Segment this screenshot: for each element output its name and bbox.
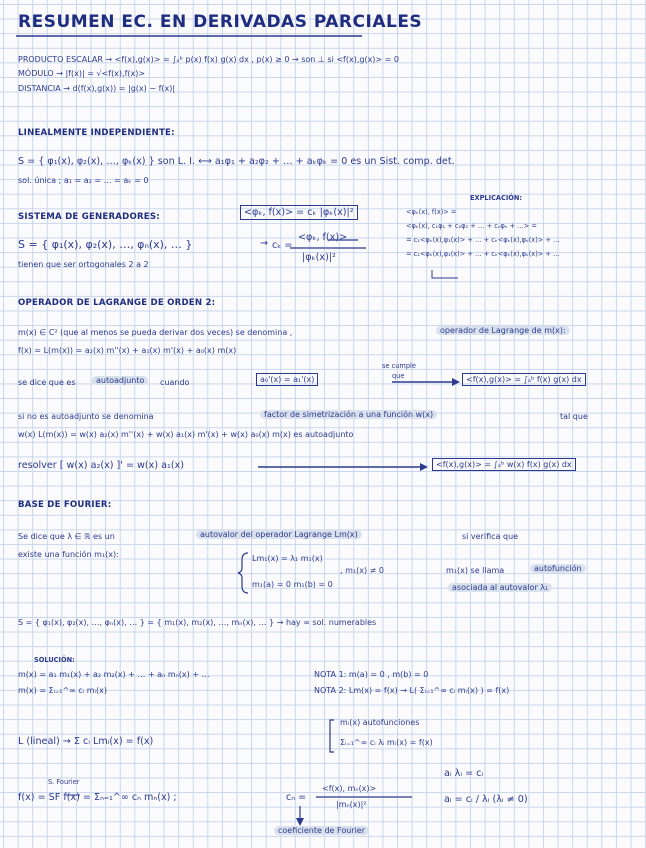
- symmetrized-result-box: <f(x),g(x)> = ∫ₐᵇ w(x) f(x) g(x) dx: [432, 458, 576, 471]
- explicacion-label: EXPLICACIÓN:: [470, 194, 523, 202]
- ck-arrow: →: [260, 238, 269, 249]
- lin-line-1: S = { φ₁(x), φ₂(x), …, φₖ(x) } son L. I. ⟷ a₁φ₁ + a₂φ₂ + … + aₖφₖ = 0 es un Sist. comp. det.: [18, 156, 455, 167]
- arrow-icon: [296, 818, 304, 826]
- producto-escalar: PRODUCTO ESCALAR → <f(x),g(x)> = ∫ₐᵇ p(x) f(x) g(x) dx , p(x) ≥ 0 → son ⊥ si <f(x),g(x)> = 0: [18, 55, 400, 64]
- ck-lhs: cₖ =: [272, 240, 293, 251]
- autovalor-highlight: autovalor del operador Lagrange Lm(x): [196, 530, 362, 539]
- se-cumple-label: se cumple: [382, 362, 416, 370]
- cn-denominator: |mₙ(x)|²: [336, 800, 367, 809]
- autofuncion-highlight: autofunción: [530, 564, 586, 573]
- return-arrow-icon: [432, 270, 458, 278]
- lag-line-4a: si no es autoadjunto se denomina: [18, 412, 154, 421]
- solucion-heading: SOLUCIÓN:: [34, 656, 75, 664]
- fourier-system-2: m₁(a) = 0 m₁(b) = 0: [252, 580, 333, 589]
- fourier-line-1b: si verifica que: [462, 532, 519, 541]
- autovalor-asociado-highlight: asociada al autovalor λ₁: [448, 583, 552, 592]
- bracket-icon: [330, 720, 334, 752]
- modulo: MÓDULO → |f(x)| = √<f(x),f(x)>: [18, 69, 146, 78]
- brace-icon: [238, 553, 248, 593]
- lag-line-5: w(x) L(m(x)) = w(x) a₂(x) m''(x) + w(x) a₁(x) m'(x) + w(x) a₀(x) m(x) es autoadjunto: [18, 430, 354, 439]
- explicacion-line-3: = c₁<φₖ(x),φ₁(x)> + … + cₖ<φₖ(x),φₖ(x)> + …: [406, 236, 560, 244]
- autofunciones-sum: Σᵢ₌₁^∞ cᵢ λᵢ mᵢ(x) = f(x): [340, 738, 433, 747]
- lag-line-2: f(x) = L(m(x)) = a₂(x) m''(x) + a₁(x) m'(x) + a₀(x) m(x): [18, 346, 237, 355]
- arrow-icon: [452, 378, 460, 386]
- coef-relation-1: aᵢ λᵢ = cᵢ: [444, 768, 484, 779]
- explicacion-line-4: = c₁<φₖ(x),φ₁(x)> + … + cₖ<φₖ(x),φₖ(x)> + …: [406, 250, 560, 258]
- arrow-icon: [420, 463, 428, 471]
- ck-numerator: <φₖ, f(x)>: [298, 232, 348, 243]
- lin-line-2: sol. única ; a₁ = a₂ = … = aₖ = 0: [18, 176, 149, 185]
- fourier-line-1a: Se dice que λ ∈ ℝ es un: [18, 532, 115, 541]
- fourier-line-2: existe una función m₁(x):: [18, 550, 119, 559]
- fourier-nonzero: , m₁(x) ≠ 0: [340, 566, 384, 575]
- coeficiente-fourier-highlight: coeficiente de Fourier: [274, 826, 369, 835]
- generator-box: <φₖ, f(x)> = cₖ |φₖ(x)|²: [240, 205, 358, 220]
- distancia: DISTANCIA → d(f(x),g(x)) = |g(x) − f(x)|: [18, 84, 176, 93]
- autofunciones-note: mᵢ(x) autofunciones: [340, 718, 420, 727]
- section-heading-fourier: BASE DE FOURIER:: [18, 500, 112, 510]
- lag-line-1-highlight: operador de Lagrange de m(x):: [436, 326, 570, 335]
- lag-line-3b: cuando: [160, 378, 190, 387]
- generator-note: tienen que ser ortogonales 2 a 2: [18, 260, 149, 269]
- serie-fourier-label: S. Fourier: [48, 778, 80, 786]
- autoadjunto-highlight: autoadjunto: [92, 376, 148, 385]
- que-label: que: [392, 372, 405, 380]
- linear-operator-line: L (lineal) → Σ cᵢ Lmᵢ(x) = f(x): [18, 736, 154, 747]
- lag-line-1a: m(x) ∈ C² (que al menos se pueda derivar dos veces) se denomina ,: [18, 328, 293, 337]
- solucion-line-1: m(x) = a₁ m₁(x) + a₂ m₂(x) + … + aₙ mₙ(x) + …: [18, 670, 210, 679]
- coef-relation-2: aᵢ = cᵢ / λᵢ (λᵢ ≠ 0): [444, 794, 528, 805]
- explicacion-line-2: <φₖ(x), c₁φ₁ + c₂φ₂ + … + cₙφₙ + …> =: [406, 222, 537, 230]
- page-title: RESUMEN EC. EN DERIVADAS PARCIALES: [18, 12, 423, 32]
- generator-set: S = { φ₁(x), φ₂(x), …, φₙ(x), … }: [18, 238, 193, 251]
- ck-denominator: |φₖ(x)|²: [302, 252, 336, 263]
- fourier-set: S = { φ₁(x), φ₂(x), …, φₙ(x), … } = { m₁(x), m₂(x), …, mₙ(x), … } → hay ∞ sol. numerables: [18, 618, 377, 627]
- cn-lhs: cₙ =: [286, 792, 307, 803]
- autoadjunto-result-box: <f(x),g(x)> = ∫ₐᵇ f(x) g(x) dx: [462, 373, 586, 386]
- fourier-series-equation: f(x) = SF f(x) = Σₙ₌₁^∞ cₙ mₙ(x) ;: [18, 792, 177, 803]
- lag-line-6: resolver [ w(x) a₂(x) ]' = w(x) a₁(x): [18, 460, 184, 471]
- nota-2: NOTA 2: Lm(x) = f(x) → L( Σᵢ₌₁^∞ cᵢ mᵢ(x) ) = f(x): [314, 686, 510, 695]
- fourier-system-1: Lm₁(x) = λ₁ m₁(x): [252, 554, 323, 563]
- cn-numerator: <f(x), mₙ(x)>: [322, 784, 377, 793]
- explicacion-line-1: <φₖ(x), f(x)> =: [406, 208, 457, 216]
- lag-line-4b: tal que: [560, 412, 588, 421]
- solucion-line-2: m(x) = Σᵢ₌₁^∞ cᵢ mᵢ(x): [18, 686, 107, 695]
- nota-1: NOTA 1: m(a) = 0 , m(b) = 0: [314, 670, 429, 679]
- section-heading-lagrange: OPERADOR DE LAGRANGE DE ORDEN 2:: [18, 298, 216, 308]
- autofuncion-label: m₁(x) se llama: [446, 566, 505, 575]
- factor-simetrizacion-highlight: factor de simetrización a una función w(x): [260, 410, 437, 419]
- autoadjunto-condition-box: a₀'(x) = a₁'(x): [256, 373, 318, 386]
- section-heading-gen: SISTEMA DE GENERADORES:: [18, 212, 160, 222]
- lag-line-3a: se dice que es: [18, 378, 76, 387]
- section-heading-lin: LINEALMENTE INDEPENDIENTE:: [18, 128, 175, 138]
